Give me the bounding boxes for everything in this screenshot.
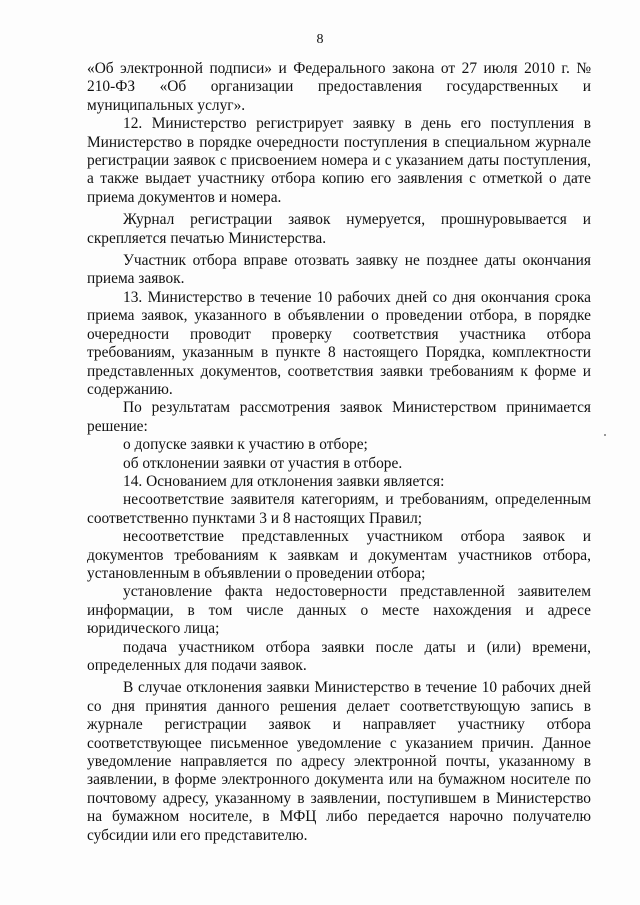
page-number: 8 [316, 32, 324, 47]
paragraph-reject: об отклонении заявки от участия в отборе. [123, 454, 403, 472]
paragraph-withdraw: Участник отбора вправе отозвать заявку не позднее даты окончания приема заявок. [87, 252, 591, 288]
paragraph-item-13: 13. Министерство в течение 10 рабочих дней со дня окончания срока приема заявок, указанного в объявлении о проведении отбора, в порядке очередности проводит проверку соответствия участника отбора требованиям, указанным в пункте 8 настоящего Порядка, комплектности представленных документов, соответствия заявки требованиям к форме и содержанию. [87, 288, 591, 398]
paragraph-item-12: 12. Министерство регистрирует заявку в день его поступления в Министерство в порядке очередности поступления в специальном журнале регистрации заявок с присвоением номера и с указанием даты поступления, а также выдает участнику отбора копию его заявления с отметкой о дате приема документов и номера. [87, 115, 591, 206]
paragraph-reason-documents: несоответствие представленных участником отбора заявок и документов требованиям к заявкам и документам участников отбора, установленным в объявлении о проведении отбора; [87, 528, 591, 582]
paragraph-journal: Журнал регистрации заявок нумеруется, прошнуровывается и скрепляется печатью Министерства. [87, 211, 591, 247]
paragraph-reason-category: несоответствие заявителя категориям, и требованиям, определенным соответственно пунктами 3 и 8 настоящих Правил; [87, 491, 591, 527]
document-body [87, 60, 591, 845]
paragraph-admit: о допуске заявки к участию в отборе; [123, 436, 368, 454]
scan-speck [604, 434, 606, 436]
paragraph-decision: По результатам рассмотрения заявок Министерством принимается решение: [87, 399, 591, 435]
paragraph-item-14: 14. Основанием для отклонения заявки является: [123, 472, 445, 490]
paragraph-rejection-notice: В случае отклонения заявки Министерство в течение 10 рабочих дней со дня принятия данного решения делает соответствующую запись в журнале регистрации заявок и направляет участнику отбора соответствующее письменное уведомление с указанием причин. Данное уведомление направляется по адресу электронной почты, указанному в заявлении, в форме электронного документа или на бумажном носителе по почтовому адресу, указанному в заявлении, поступившем в Министерство на бумажном носителе, в МФЦ либо передается нарочно получателю субсидии или его представителю. [87, 679, 591, 844]
paragraph-continuation: «Об электронной подписи» и Федерального закона от 27 июля 2010 г. № 210-ФЗ «Об организации предоставления государственных и муниципальных услуг». [87, 60, 591, 114]
paragraph-reason-late: подача участником отбора заявки после даты и (или) времени, определенных для подачи заявок. [87, 638, 591, 674]
paragraph-reason-falsity: установление факта недостоверности представленной заявителем информации, в том числе данных о месте нахождения и адресе юридического лица; [87, 583, 591, 638]
